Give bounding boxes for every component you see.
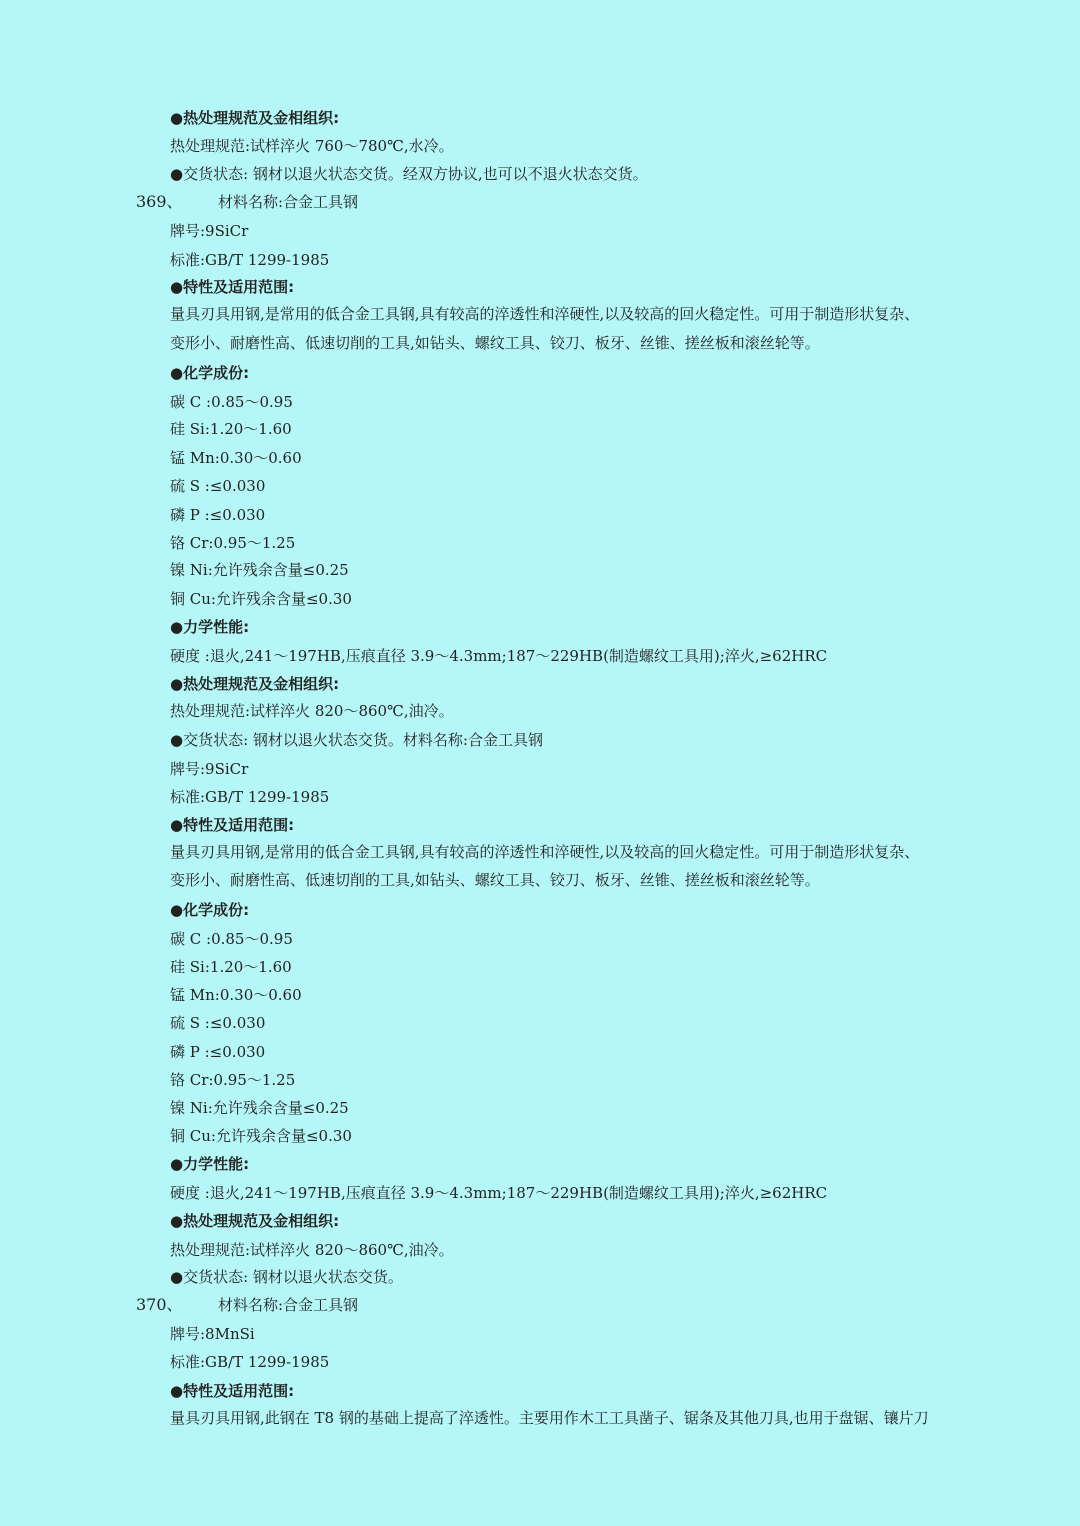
properties-text-line1: 量具刃具用钢,是常用的低合金工具钢,具有较高的淬透性和淬硬性,以及较高的回火稳定性。可用于制造形状复杂、 <box>170 305 920 323</box>
composition-copper: 铜 Cu:允许残余含量≤0.30 <box>170 590 352 608</box>
properties-text-line2: 变形小、耐磨性高、低速切削的工具,如钻头、螺纹工具、铰刀、板牙、丝锥、搓丝板和滚丝轮等。 <box>170 871 820 889</box>
composition-sulfur: 硫 S :≤0.030 <box>170 477 266 495</box>
composition-carbon: 碳 C :0.85～0.95 <box>170 930 293 948</box>
composition-chromium: 铬 Cr:0.95～1.25 <box>170 1071 296 1089</box>
composition-manganese: 锰 Mn:0.30～0.60 <box>170 449 302 467</box>
entry-number-370: 370、 <box>136 1295 183 1314</box>
heat-treatment-text: 热处理规范:试样淬火 820～860℃,油冷。 <box>170 1241 454 1259</box>
chemical-composition-heading: ●化学成份: <box>170 364 250 382</box>
standard-text: 标准:GB/T 1299-1985 <box>170 1353 330 1371</box>
delivery-state-text: ●交货状态: 钢材以退火状态交货。材料名称:合金工具钢 <box>170 731 543 749</box>
properties-heading: ●特性及适用范围: <box>170 1382 295 1400</box>
material-name-369: 材料名称:合金工具钢 <box>218 193 359 211</box>
heat-treatment-heading: ●热处理规范及金相组织: <box>170 1212 340 1230</box>
hardness-text: 硬度 :退火,241～197HB,压痕直径 3.9～4.3mm;187～229HB(制造螺纹工具用);淬火,≥62HRC <box>170 1184 828 1202</box>
grade-text: 牌号:9SiCr <box>170 760 249 778</box>
mechanical-properties-heading: ●力学性能: <box>170 1155 250 1173</box>
composition-carbon: 碳 C :0.85～0.95 <box>170 393 293 411</box>
properties-heading: ●特性及适用范围: <box>170 278 295 296</box>
heat-treatment-text: 热处理规范:试样淬火 820～860℃,油冷。 <box>170 702 454 720</box>
composition-silicon: 硅 Si:1.20～1.60 <box>170 420 292 438</box>
grade-text: 牌号:9SiCr <box>170 222 249 240</box>
composition-nickel: 镍 Ni:允许残余含量≤0.25 <box>170 561 349 579</box>
composition-phosphorus: 磷 P :≤0.030 <box>170 1043 266 1061</box>
grade-text: 牌号:8MnSi <box>170 1325 255 1343</box>
hardness-text: 硬度 :退火,241～197HB,压痕直径 3.9～4.3mm;187～229HB(制造螺纹工具用);淬火,≥62HRC <box>170 647 828 665</box>
heat-treatment-heading: ●热处理规范及金相组织: <box>170 109 340 127</box>
composition-phosphorus: 磷 P :≤0.030 <box>170 506 266 524</box>
mechanical-properties-heading: ●力学性能: <box>170 618 250 636</box>
standard-text: 标准:GB/T 1299-1985 <box>170 251 330 269</box>
composition-manganese: 锰 Mn:0.30～0.60 <box>170 986 302 1004</box>
properties-text-line1: 量具刃具用钢,此钢在 T8 钢的基础上提高了淬透性。主要用作木工工具凿子、锯条及其他刀具,也用于盘锯、镶片刀 <box>170 1409 929 1427</box>
delivery-state-text: ●交货状态: 钢材以退火状态交货。经双方协议,也可以不退火状态交货。 <box>170 165 648 183</box>
properties-heading: ●特性及适用范围: <box>170 816 295 834</box>
standard-text: 标准:GB/T 1299-1985 <box>170 788 330 806</box>
composition-nickel: 镍 Ni:允许残余含量≤0.25 <box>170 1099 349 1117</box>
properties-text-line2: 变形小、耐磨性高、低速切削的工具,如钻头、螺纹工具、铰刀、板牙、丝锥、搓丝板和滚丝轮等。 <box>170 334 820 352</box>
heat-treatment-heading: ●热处理规范及金相组织: <box>170 675 340 693</box>
heat-treatment-text: 热处理规范:试样淬火 760～780℃,水冷。 <box>170 137 454 155</box>
composition-silicon: 硅 Si:1.20～1.60 <box>170 958 292 976</box>
chemical-composition-heading: ●化学成份: <box>170 901 250 919</box>
composition-copper: 铜 Cu:允许残余含量≤0.30 <box>170 1127 352 1145</box>
properties-text-line1: 量具刃具用钢,是常用的低合金工具钢,具有较高的淬透性和淬硬性,以及较高的回火稳定性。可用于制造形状复杂、 <box>170 843 920 861</box>
material-name-370: 材料名称:合金工具钢 <box>218 1296 359 1314</box>
composition-sulfur: 硫 S :≤0.030 <box>170 1014 266 1032</box>
entry-number-369: 369、 <box>136 192 183 211</box>
composition-chromium: 铬 Cr:0.95～1.25 <box>170 534 296 552</box>
delivery-state-text: ●交货状态: 钢材以退火状态交货。 <box>170 1268 403 1286</box>
